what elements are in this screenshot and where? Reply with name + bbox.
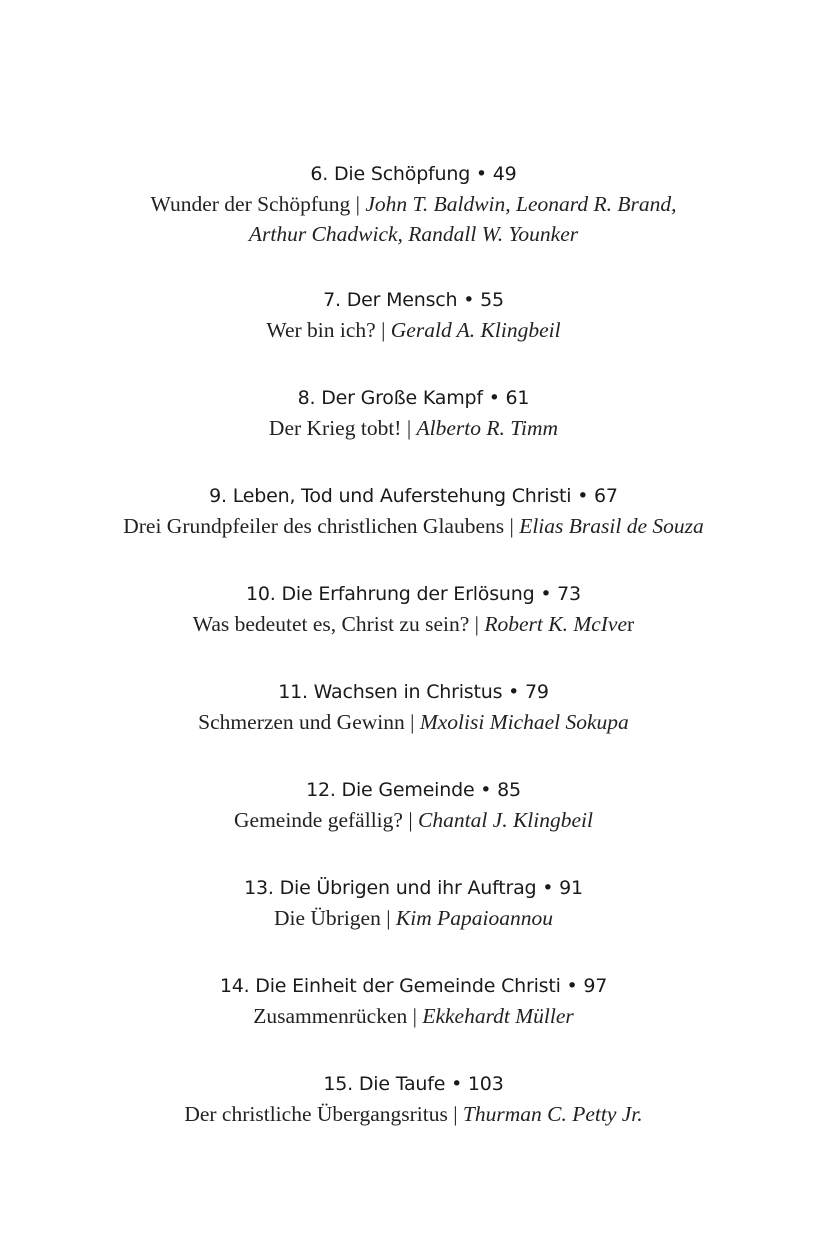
- chapter-title: 6. Die Schöpfung • 49: [310, 163, 517, 185]
- chapter-subtitle-line: [54, 805, 774, 835]
- separator: |: [504, 514, 520, 538]
- authors: Ekkehardt Müller: [422, 1004, 574, 1028]
- authors: Mxolisi Michael Sokupa: [419, 710, 629, 734]
- chapter-subtitle-line: [54, 511, 774, 541]
- separator: |: [380, 906, 396, 930]
- subtitle: Schmerzen und Gewinn: [198, 710, 405, 734]
- chapter-authors-line-2: [54, 219, 774, 249]
- toc-entry: [54, 285, 774, 383]
- chapter-title: 13. Die Übrigen und ihr Auftrag • 91: [244, 877, 583, 899]
- chapter-title: 11. Wachsen in Christus • 79: [278, 681, 549, 703]
- subtitle: Der Krieg tobt!: [268, 416, 402, 440]
- chapter-subtitle-line: [54, 1099, 774, 1129]
- separator: |: [375, 318, 391, 342]
- chapter-subtitle-line: [54, 903, 774, 933]
- separator: |: [402, 808, 418, 832]
- toc-entry: [54, 971, 774, 1069]
- authors: Kim Papaioannou: [395, 906, 553, 930]
- chapter-title: 15. Die Taufe • 103: [323, 1073, 504, 1095]
- toc-entry: [54, 383, 774, 481]
- separator: |: [404, 710, 420, 734]
- subtitle: Wunder der Schöpfung: [150, 192, 351, 216]
- authors: Robert K. McIve: [484, 612, 628, 636]
- separator: |: [447, 1102, 463, 1126]
- chapter-subtitle-line: [54, 413, 774, 443]
- separator: |: [350, 192, 366, 216]
- separator: |: [407, 1004, 423, 1028]
- toc-entry: [54, 159, 774, 285]
- chapter-title: 7. Der Mensch • 55: [323, 289, 504, 311]
- toc-entry: [54, 1069, 774, 1167]
- authors: Chantal J. Klingbeil: [418, 808, 593, 832]
- chapter-subtitle-line: [54, 609, 774, 639]
- authors-tail: r: [627, 612, 635, 636]
- subtitle: Drei Grundpfeiler des christlichen Glaubens: [123, 514, 505, 538]
- toc-entry: [54, 873, 774, 971]
- toc-entry: [54, 775, 774, 873]
- authors: John T. Baldwin, Leonard R. Brand,: [365, 192, 677, 216]
- toc-entry: [54, 481, 774, 579]
- subtitle: Wer bin ich?: [266, 318, 376, 342]
- chapter-subtitle-line: [54, 707, 774, 737]
- subtitle: Was bedeutet es, Christ zu sein?: [192, 612, 470, 636]
- authors: Gerald A. Klingbeil: [390, 318, 561, 342]
- chapter-title: 9. Leben, Tod und Auferstehung Christi • 67: [209, 485, 618, 507]
- chapter-title: 10. Die Erfahrung der Erlösung • 73: [246, 583, 581, 605]
- authors: Alberto R. Timm: [416, 416, 559, 440]
- chapter-title: 8. Der Große Kampf • 61: [297, 387, 530, 409]
- authors: Thurman C. Petty Jr.: [462, 1102, 643, 1126]
- chapter-subtitle-line: [54, 189, 774, 219]
- subtitle: Zusammenrücken: [253, 1004, 408, 1028]
- toc-entry: [54, 579, 774, 677]
- subtitle: Die Übrigen: [273, 906, 381, 930]
- chapter-title: 12. Die Gemeinde • 85: [306, 779, 521, 801]
- authors-continued: Arthur Chadwick, Randall W. Younker: [248, 222, 579, 246]
- subtitle: Gemeinde gefällig?: [234, 808, 403, 832]
- chapter-subtitle-line: [54, 1001, 774, 1031]
- subtitle: Der christliche Übergangsritus: [184, 1102, 448, 1126]
- separator: |: [401, 416, 417, 440]
- authors: Elias Brasil de Souza: [519, 514, 704, 538]
- separator: |: [469, 612, 485, 636]
- chapter-subtitle-line: [54, 315, 774, 345]
- toc-entry: [54, 677, 774, 775]
- chapter-title: 14. Die Einheit der Gemeinde Christi • 97: [219, 975, 608, 997]
